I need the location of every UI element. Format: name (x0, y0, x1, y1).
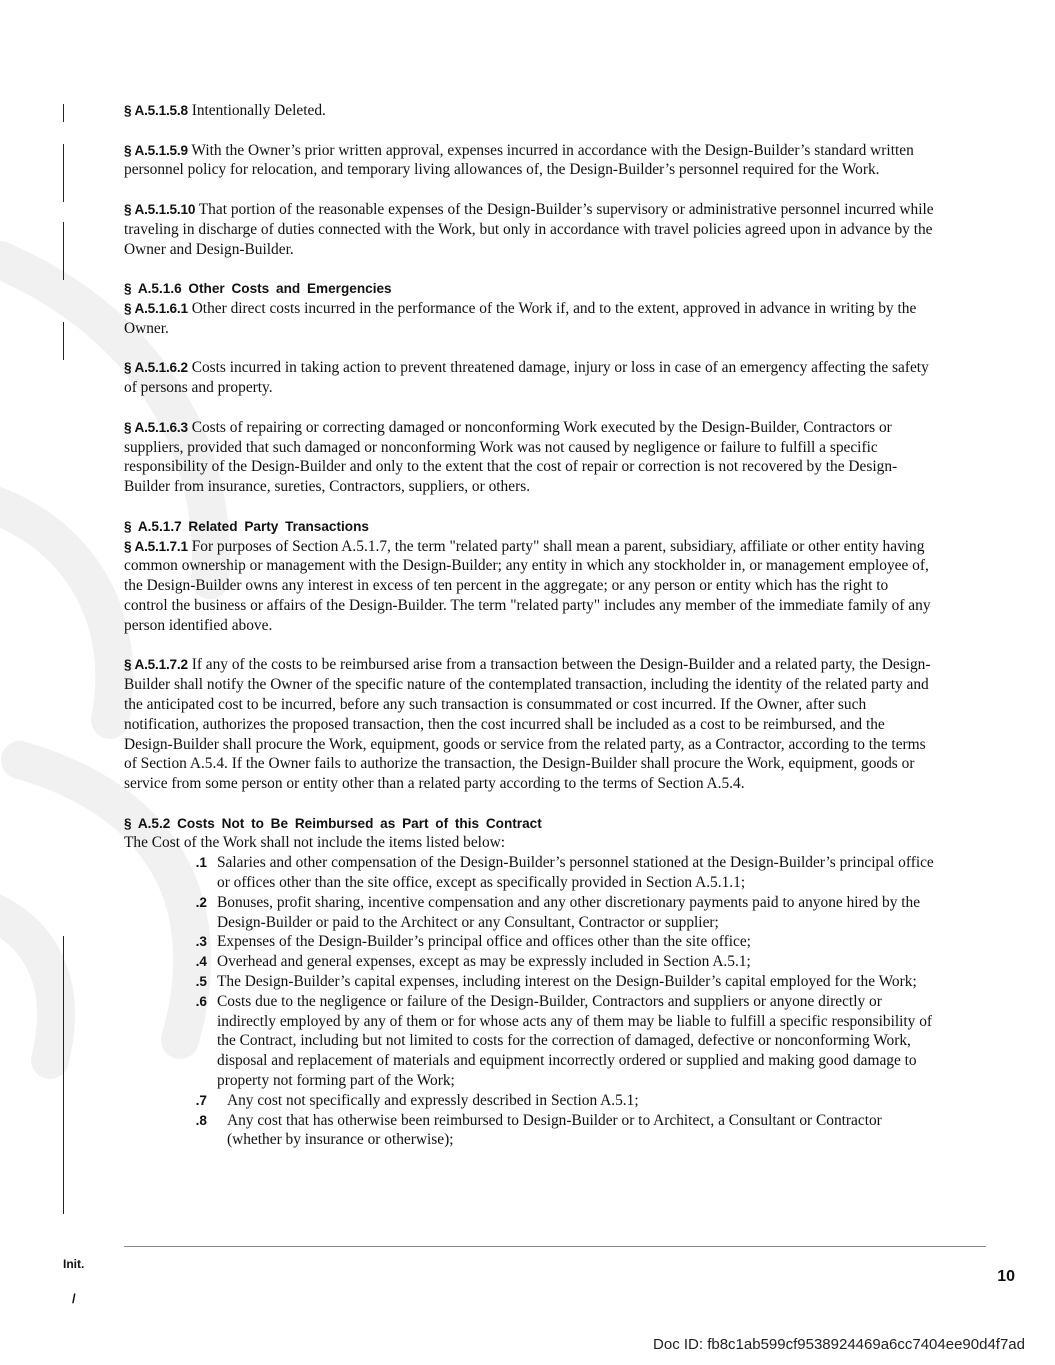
list-item (124, 853, 934, 893)
document-id: Doc ID: fb8c1ab599cf9538924469a6cc7404ee90d4f7ad (653, 1336, 1025, 1353)
item-text: The Design-Builder’s capital expenses, including interest on the Design-Builder’s capital employed for the Work; (217, 973, 917, 991)
paragraph: § A.5.1.5.9 With the Owner’s prior written approval, expenses incurred in accordance with the Design-Builder’s standard written personnel policy for relocation, and temporary living allowances of, the Design-Builder’s personnel required for the Work. (124, 141, 914, 179)
item-number: .6 (195, 993, 207, 1009)
paragraph: § A.5.1.5.8 Intentionally Deleted. (124, 102, 326, 119)
intro-text: The Cost of the Work shall not include the items listed below: (124, 834, 506, 852)
paragraph: § A.5.1.5.10 That portion of the reasonable expenses of the Design-Builder’s supervisory or administrative personnel incurred while traveling in discharge of duties connected with the Work, but only in accordance with travel policies agreed upon in advance by the Owner and Design-Builder. (124, 200, 934, 258)
change-bar (63, 322, 64, 360)
list-item (124, 893, 934, 933)
item-text: Salaries and other compensation of the Design-Builder’s personnel stationed at the Design-Builder’s principal office or offices other than the site office, except as specifically provided in Section A.5.1.1; (217, 854, 934, 892)
paragraph: § A.5.1.6.3 Costs of repairing or correcting damaged or nonconforming Work executed by the Design-Builder, Contractors or suppliers, provided that such damaged or nonconforming Work was not caused by negligence or failure to fulfill a specific responsibility of the Design-Builder and only to the extent that the cost of repair or correction is not recovered by the Design-Builder from insurance, sureties, Contractors, suppliers, or others. (124, 418, 898, 496)
item-number: .3 (195, 934, 207, 950)
paragraph: § A.5.1.6.1 Other direct costs incurred in the performance of the Work if, and to the extent, approved in advance in writing by the Owner. (124, 299, 917, 337)
change-bar (63, 936, 64, 1214)
item-number: .7 (195, 1092, 207, 1108)
item-text: Any cost that has otherwise been reimbursed to Design-Builder or to Architect, a Consultant or Contractor (whether by insurance or otherwise); (227, 1111, 882, 1149)
item-text: Overhead and general expenses, except as may be expressly included in Section A.5.1; (217, 953, 751, 971)
list-item (124, 992, 934, 1091)
item-number: .5 (195, 974, 207, 990)
paragraph: § A.5.1.7.2 If any of the costs to be reimbursed arise from a transaction between the Design-Builder and a related party, the Design-Builder shall notify the Owner of the specific nature of the contemplated transaction, including the identity of the related party and the anticipated cost to be incurred, before any such transaction is consummated or cost incurred. If the Owner, after such notification, authorizes the proposed transaction, then the cost incurred shall be included as a cost to be reimbursed, and the Design-Builder shall procure the Work, equipment, goods or service from the related party, as a Contractor, according to the terms of Section A.5.4. If the Owner fails to authorize the transaction, the Design-Builder shall procure the Work, equipment, goods or service from some person or entity other than a related party according to the terms of Section A.5.4. (124, 656, 931, 793)
list-item (124, 972, 934, 992)
list-item (124, 952, 934, 972)
section-number: § A.5.1.5.10 (124, 201, 196, 217)
section-number: § A.5.1.6.3 (124, 419, 188, 435)
initials-slash: / (72, 1291, 76, 1306)
initials-label: Init. (63, 1257, 85, 1271)
section-number: § A.5.1.6.2 (124, 360, 188, 376)
section-number: § A.5.1.7.1 (124, 538, 188, 554)
footer-divider (124, 1246, 986, 1247)
exclusions-list (124, 853, 934, 1150)
section-heading: § A.5.1.7 Related Party Transactions (124, 518, 369, 534)
page-number: 10 (997, 1268, 1015, 1285)
list-item (124, 1091, 934, 1111)
item-number: .8 (195, 1112, 207, 1128)
document-body (124, 101, 934, 1150)
item-text: Costs due to the negligence or failure of the Design-Builder, Contractors and suppliers or anyone directly or indirectly employed by any of them or for whose acts any of them may be liable to fulfill a specific responsibility of the Contract, including but not limited to costs for the correction of damaged, defective or nonconforming Work, disposal and replacement of materials and equipment incorrectly ordered or supplied and making good damage to property not forming part of the Work; (217, 992, 933, 1090)
item-text: Bonuses, profit sharing, incentive compensation and any other discretionary payments paid to anyone hired by the Design-Builder or paid to the Architect or any Consultant, Contractor or supplier; (217, 893, 921, 931)
item-number: .4 (195, 954, 207, 970)
change-bar (63, 144, 64, 202)
change-bar (63, 104, 64, 122)
item-text: Expenses of the Design-Builder’s principal office and offices other than the site office; (217, 933, 751, 951)
section-number: § A.5.1.7.2 (124, 657, 188, 673)
section-number: § A.5.1.5.9 (124, 142, 188, 158)
item-number: .1 (195, 855, 207, 871)
change-bar (63, 222, 64, 280)
section-number: § A.5.1.5.8 (124, 103, 188, 118)
item-number: .2 (195, 894, 207, 910)
list-item (124, 1111, 934, 1151)
paragraph: § A.5.1.6.2 Costs incurred in taking action to prevent threatened damage, injury or loss in case of an emergency affecting the safety of persons and property. (124, 359, 929, 397)
paragraph: § A.5.1.7.1 For purposes of Section A.5.1.7, the term "related party" shall mean a parent, subsidiary, affiliate or other entity having common ownership or management with the Design-Builder; any entity in which any stockholder in, or management employee of, the Design-Builder owns any interest in excess of ten percent in the aggregate; or any person or entity which has the right to control the business or affairs of the Design-Builder. The term "related party" includes any member of the immediate family of any person identified above. (124, 537, 931, 634)
item-text: Any cost not specifically and expressly described in Section A.5.1; (227, 1091, 639, 1109)
section-number: § A.5.1.6.1 (124, 300, 188, 316)
section-heading: § A.5.1.6 Other Costs and Emergencies (124, 281, 392, 297)
list-item (124, 932, 934, 952)
section-heading: § A.5.2 Costs Not to Be Reimbursed as Part of this Contract (124, 815, 542, 831)
